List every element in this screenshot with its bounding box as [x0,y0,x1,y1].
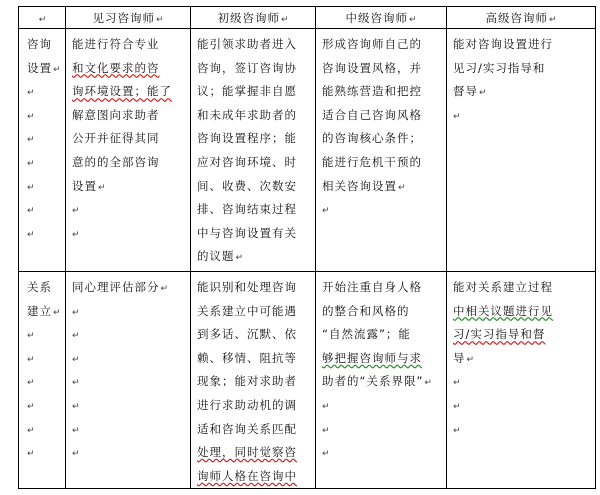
paragraph-mark-icon: ↵ [27,331,36,342]
cell-line: 见习/实习指导和 [453,60,546,75]
paragraph-mark-icon: ↵ [72,331,81,342]
cell-line: 开始注重自身人格 [322,279,422,294]
cell-line: 能对关系建立过程 [453,279,553,294]
cell-senior [447,29,596,272]
paragraph-mark-icon: ↵ [408,14,417,25]
cell-line: 赖、移情、阻抗等 [197,350,297,365]
table-row [19,271,596,488]
paragraph-mark-icon: ↵ [72,229,81,240]
header-cell-intermediate: 中级咨询师↵ [316,7,447,29]
header-cell-corner [19,7,66,29]
cell-line: 督导 [453,84,478,99]
paragraph-mark-icon: ↵ [398,182,407,193]
cell-line: 咨询设置风格，并 [322,60,422,75]
cell-line: 议；能掌握非自愿 [197,84,297,99]
row-label-line: 关系 [27,279,52,294]
cell-line: 能对咨询设置进行 [453,37,553,51]
paragraph-mark-icon: ↵ [27,229,36,240]
paragraph-mark-icon: ↵ [72,401,81,412]
paragraph-mark-icon: ↵ [53,64,62,75]
cell-line: 助者的“关系界限” [322,374,424,389]
cell-line: 进行求助动机的调 [197,397,297,412]
paragraph-mark-icon: ↵ [453,111,462,122]
cell-line: 相关咨询设置 [322,178,397,193]
cell-line: 应对咨询环境、时 [197,154,297,169]
row-label-cell [19,29,66,272]
paragraph-mark-icon: ↵ [548,14,557,25]
cell-line: 适和咨询关系匹配 [197,421,297,436]
cell-line: 能识别和处理咨询 [197,279,297,294]
cell-line: 能进行危机干预的 [322,154,422,169]
paragraph-mark-icon: ↵ [27,425,36,436]
paragraph-mark-icon: ↵ [322,425,331,436]
paragraph-mark-icon: ↵ [27,449,36,460]
paragraph-mark-icon: ↵ [53,307,62,318]
cell-intermediate [316,29,447,272]
paragraph-mark-icon: ↵ [72,449,81,460]
cell-line: 的咨询核心条件； [322,131,422,146]
cell-line: 解意图向求助者 [72,107,160,122]
paragraph-mark-icon: ↵ [235,253,245,264]
paragraph-mark-icon: ↵ [98,182,107,193]
cell-line: 咨询，签订咨询协 [197,60,297,75]
cell-line: 适合自己咨询风格 [322,107,422,122]
paragraph-mark-icon: ↵ [479,88,488,99]
paragraph-mark-icon: ↵ [27,354,36,365]
cell-line: 处理，同时觉察咨 [197,445,297,460]
paragraph-mark-icon: ↵ [72,307,81,318]
cell-line: 形成咨询师自己的 [322,37,422,51]
paragraph-mark-icon: ↵ [72,206,81,217]
cell-line: 能熟练营造和把控 [322,84,422,99]
paragraph-mark-icon: ↵ [453,401,462,412]
cell-line: 设置 [72,178,97,193]
cell-line: 到多话、沉默、依 [197,327,297,342]
paragraph-mark-icon: ↵ [27,401,36,412]
row-label-cell [19,271,66,488]
cell-line: 习/实习指导和督 [453,327,546,342]
paragraph-mark-icon: ↵ [453,378,462,389]
cell-line: 同心理评估部分 [72,279,160,294]
cell-line: 公开并征得其同 [72,131,160,146]
paragraph-mark-icon: ↵ [27,378,36,389]
paragraph-mark-icon: ↵ [27,182,36,193]
cell-trainee [66,29,191,272]
paragraph-mark-icon: ↵ [466,354,476,365]
cell-line: 导 [453,350,466,365]
cell-line: 和文化要求的咨 [72,60,160,75]
row-label-line: 建立 [27,303,52,318]
header-cell-senior: 高级咨询师↵ [447,7,596,29]
paragraph-mark-icon: ↵ [27,206,36,217]
competency-table [18,6,596,489]
paragraph-mark-icon: ↵ [72,354,81,365]
header-cell-trainee: 见习咨询师↵ [66,7,191,29]
cell-senior [447,271,596,488]
cell-line: 询师人格在咨询中 [197,468,297,483]
row-label-line: 设置 [27,60,52,75]
paragraph-mark-icon: ↵ [160,283,170,294]
cell-junior [191,271,316,488]
cell-line: “自然流露”；能 [322,327,411,342]
paragraph-mark-icon: ↵ [27,88,36,99]
cell-line: 的议题 [197,249,235,264]
cell-line: 中相关议题进行见 [453,303,553,318]
cell-line: 能进行符合专业 [72,37,160,51]
cell-line: 关系建立中可能遇 [197,303,297,318]
cell-line: 够把握咨询师与求 [322,350,422,365]
cell-line: 意的的全部咨询 [72,154,160,169]
paragraph-mark-icon: ↵ [322,401,331,412]
cell-junior [191,29,316,272]
paragraph-mark-icon: ↵ [322,206,331,217]
paragraph-mark-icon: ↵ [280,14,289,25]
cell-line: 询环境设置；能了 [72,84,172,99]
paragraph-mark-icon: ↵ [155,14,164,25]
header-row [19,7,596,29]
cell-line: 的整合和风格的 [322,303,410,318]
cell-intermediate [316,271,447,488]
paragraph-mark-icon: ↵ [424,378,433,389]
cell-line: 排、咨询结束过程 [197,202,297,217]
paragraph-mark-icon: ↵ [72,378,81,389]
paragraph-mark-icon: ↵ [27,135,36,146]
paragraph-mark-icon: ↵ [72,425,81,436]
row-label-line: 咨询 [27,37,52,51]
cell-line: 咨询设置程序；能 [197,131,297,146]
cell-line: 和未成年求助者的 [197,107,297,122]
cell-line: 能引领求助者进入 [197,37,297,51]
table-row [19,29,596,272]
paragraph-mark-icon: ↵ [27,158,36,169]
paragraph-mark-icon: ↵ [38,14,47,25]
cell-line: 中与咨询设置有关 [197,225,297,240]
paragraph-mark-icon: ↵ [453,425,462,436]
paragraph-mark-icon: ↵ [27,111,36,122]
cell-line: 现象；能对求助者 [197,374,297,389]
cell-trainee [66,271,191,488]
paragraph-mark-icon: ↵ [322,449,331,460]
header-cell-junior: 初级咨询师↵ [191,7,316,29]
cell-line: 间、收费、次数安 [197,178,297,193]
